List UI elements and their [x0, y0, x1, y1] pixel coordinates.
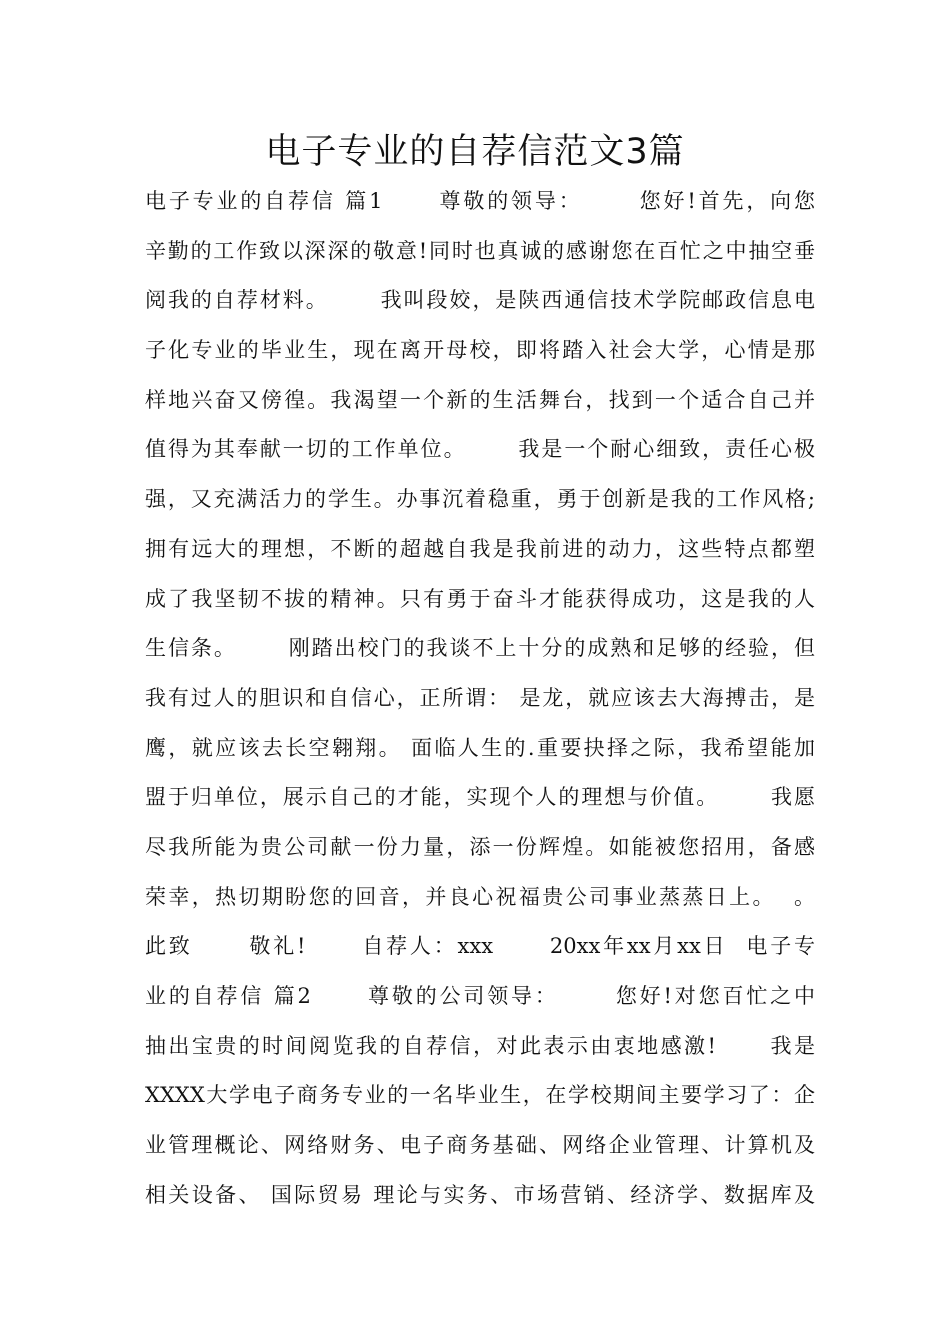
- body-line: 鹰，就应该去长空翱翔。 面临人生的.重要抉择之际，我希望能加: [145, 735, 815, 760]
- body-line: 抽出宝贵的时间阅览我的自荐信，对此表示由衷地感激! 我是: [145, 1033, 815, 1058]
- body-line: 值得为其奉献一切的工作单位。 我是一个耐心细致，责任心极: [145, 437, 815, 462]
- body-line: 盟于归单位，展示自己的才能，实现个人的理想与价值。 我愿: [145, 785, 815, 810]
- body-line: 业的自荐信 篇2 尊敬的公司领导： 您好!对您百忙之中: [145, 984, 815, 1008]
- body-line: 生信条。 刚踏出校门的我谈不上十分的成熟和足够的经验，但: [145, 636, 815, 661]
- body-line: 电子专业的自荐信 篇1 尊敬的领导： 您好!首先，向您: [145, 189, 815, 213]
- body-line: 此致 敬礼! 自荐人：xxx 20xx年xx月xx日 电子专: [145, 934, 815, 959]
- body-line: 强，又充满活力的学生。办事沉着稳重，勇于创新是我的工作风格;: [145, 487, 815, 512]
- body-line: 拥有远大的理想，不断的超越自我是我前进的动力，这些特点都塑: [145, 536, 815, 561]
- document-title: 电子专业的自荐信范文3篇: [265, 132, 685, 172]
- body-line: 相关设备、 国际贸易 理论与实务、市场营销、经济学、数据库及: [145, 1182, 815, 1207]
- body-line: 成了我坚韧不拔的精神。只有勇于奋斗才能获得成功，这是我的人: [145, 586, 815, 611]
- body-line: XXXX大学电子商务专业的一名毕业生，在学校期间主要学习了：企: [145, 1083, 815, 1108]
- body-line: 样地兴奋又傍徨。我渴望一个新的生活舞台，找到一个适合自己并: [145, 387, 815, 412]
- body-line: 子化专业的毕业生，现在离开母校，即将踏入社会大学，心情是那: [145, 338, 815, 363]
- body-line: 尽我所能为贵公司献一份力量，添一份辉煌。如能被您招用，备感: [145, 834, 815, 859]
- document-body: [145, 177, 815, 1220]
- body-line: 辛勤的工作致以深深的敬意!同时也真诚的感谢您在百忙之中抽空垂: [145, 238, 815, 263]
- body-line: 荣幸，热切期盼您的回音，并良心祝福贵公司事业蒸蒸日上。 。: [145, 884, 815, 909]
- body-line: 阅我的自荐材料。 我叫段姣，是陕西通信技术学院邮政信息电: [145, 288, 815, 313]
- body-line: 我有过人的胆识和自信心，正所谓： 是龙，就应该去大海搏击，是: [145, 685, 815, 710]
- body-line: 业管理概论、网络财务、电子商务基础、网络企业管理、计算机及: [145, 1133, 815, 1158]
